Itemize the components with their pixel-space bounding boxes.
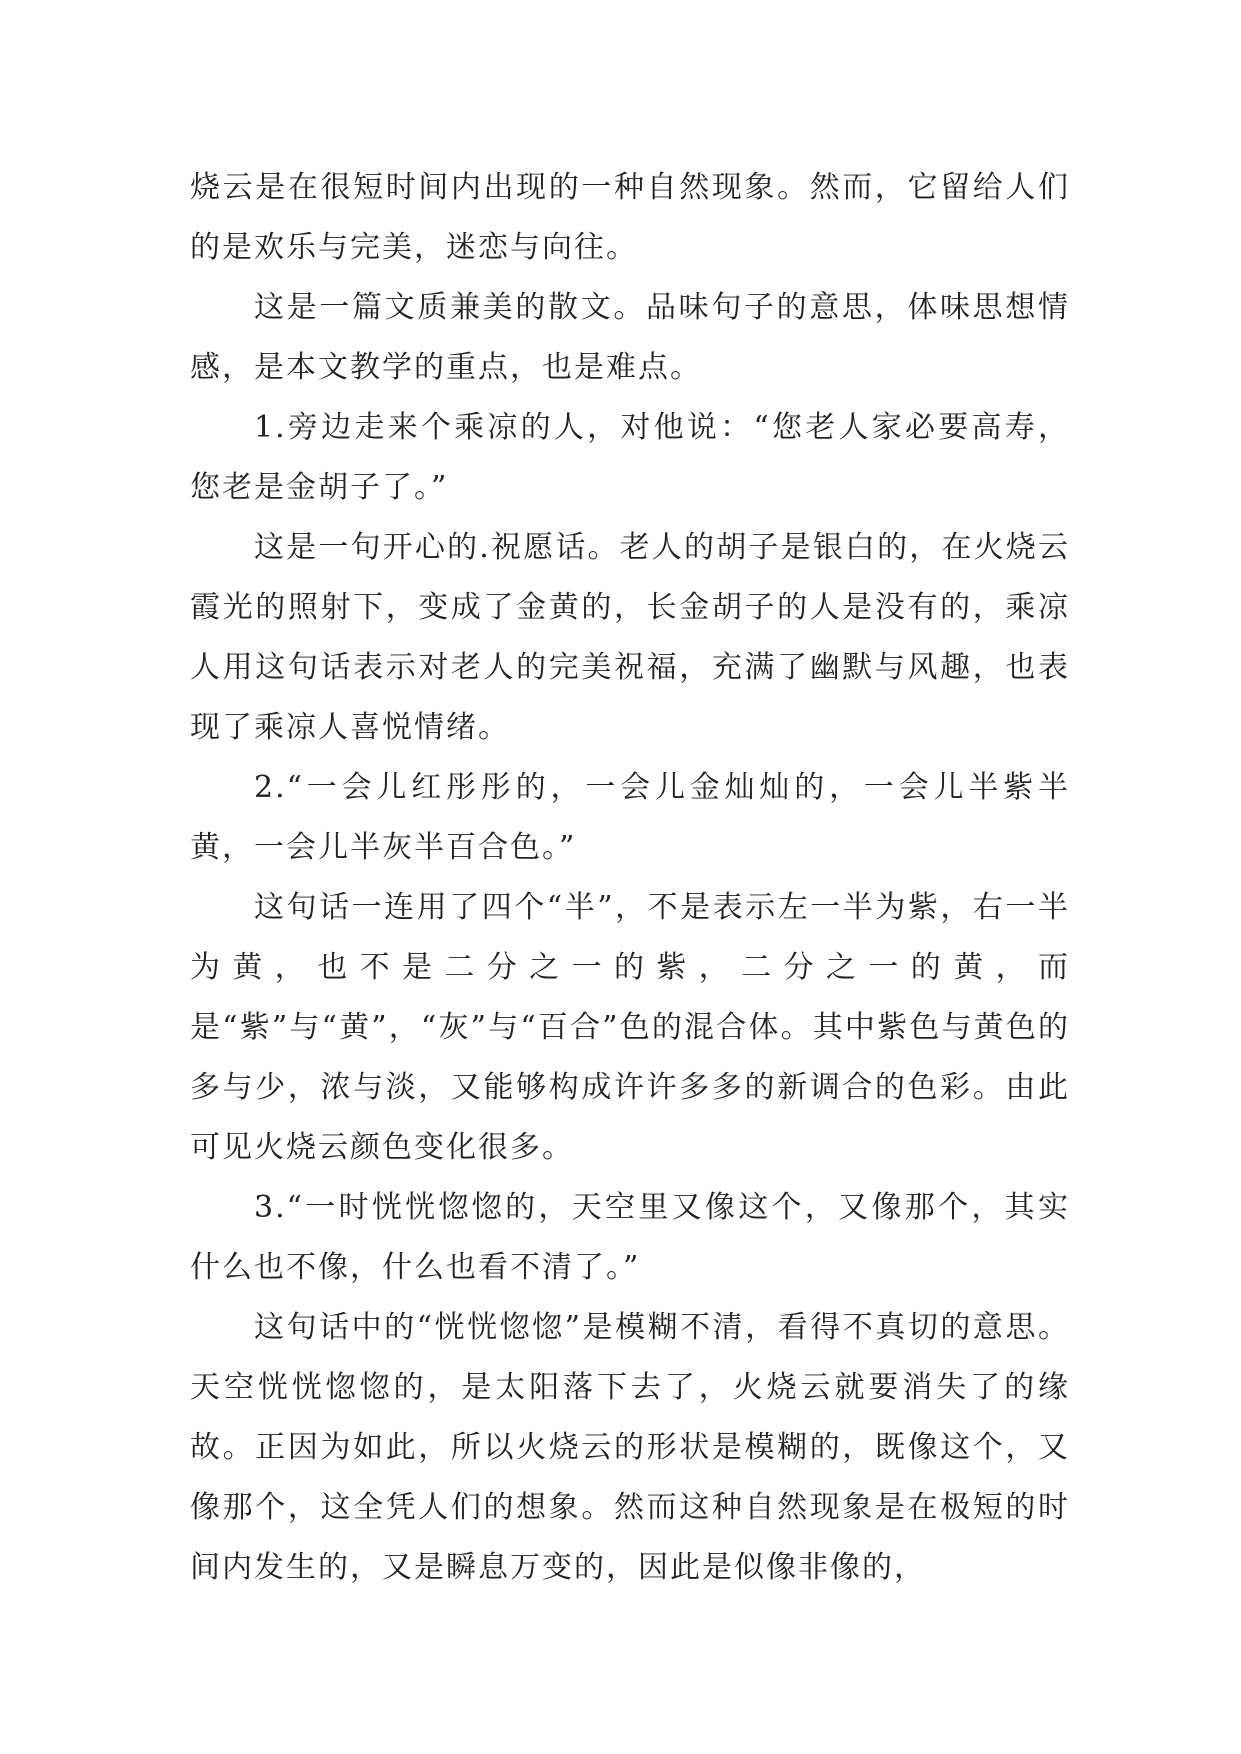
paragraph: 1.旁边走来个乘凉的人，对他说：“您老人家必要高寿，您老是金胡子了。” bbox=[190, 410, 1070, 505]
paragraph: 2.“一会儿红彤彤的，一会儿金灿灿的，一会儿半紫半黄，一会儿半灰半百合色。” bbox=[190, 770, 1070, 865]
paragraph: 3.“一时恍恍惚惚的，天空里又像这个，又像那个，其实什么也不像，什么也看不清了。” bbox=[190, 1190, 1070, 1285]
document-body bbox=[190, 158, 1070, 1598]
paragraph: 这是一句开心的.祝愿话。老人的胡子是银白的，在火烧云霞光的照射下，变成了金黄的，长金胡子的人是没有的，乘凉人用这句话表示对老人的完美祝福，充满了幽默与风趣，也表现了乘凉人喜悦情绪。 bbox=[190, 530, 1070, 745]
paragraph: 这是一篇文质兼美的散文。品味句子的意思，体味思想情感，是本文教学的重点，也是难点。 bbox=[190, 290, 1070, 385]
paragraph: 这句话一连用了四个“半”，不是表示左一半为紫，右一半为黄，也不是二分之一的紫，二分之一的黄，而是“紫”与“黄”，“灰”与“百合”色的混合体。其中紫色与黄色的多与少，浓与淡，又能够构成许许多多的新调合的色彩。由此可见火烧云颜色变化很多。 bbox=[190, 890, 1070, 1165]
paragraph: 这句话中的“恍恍惚惚”是模糊不清，看得不真切的意思。天空恍恍惚惚的，是太阳落下去了，火烧云就要消失了的缘故。正因为如此，所以火烧云的形状是模糊的，既像这个，又像那个，这全凭人们的想象。然而这种自然现象是在极短的时间内发生的，又是瞬息万变的，因此是似像非像的， bbox=[190, 1310, 1070, 1585]
paragraph: 烧云是在很短时间内出现的一种自然现象。然而，它留给人们的是欢乐与完美，迷恋与向往。 bbox=[190, 170, 1070, 265]
